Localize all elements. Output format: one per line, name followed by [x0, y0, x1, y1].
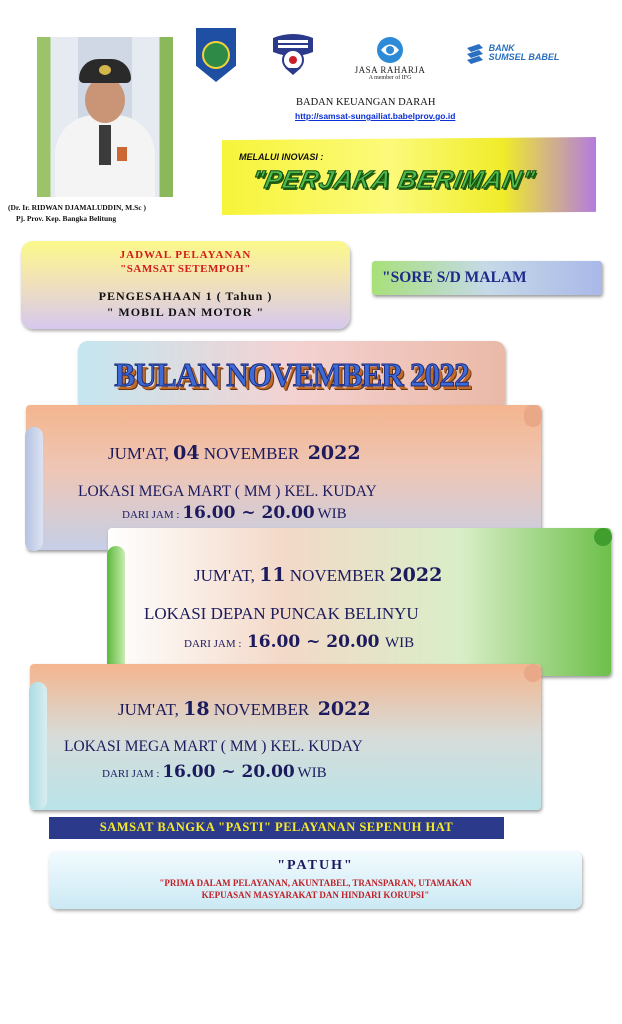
website-link[interactable]: http://samsat-sungailiat.babelprov.go.id — [295, 111, 456, 121]
scroll-curl-right — [524, 664, 542, 682]
jadwal-panel — [21, 241, 350, 329]
scroll-curl-left — [29, 682, 47, 810]
province-emblem-icon — [196, 28, 236, 82]
scroll-curl-left — [25, 427, 43, 551]
jadwal-line3: PENGESAHAAN 1 ( Tahun ) — [98, 289, 273, 303]
patuh-desc-line2: KEPUASAN MASYARAKAT DAN HINDARI KORUPSI" — [201, 890, 430, 900]
schedule-time-3: DARI JAM : 16.00 ~ 20.00 WIB — [102, 762, 327, 782]
portrait-caption-name: (Dr. Ir. RIDWAN DJAMALUDDIN, M.Sc ) — [8, 203, 146, 212]
scroll-curl-right — [524, 405, 542, 427]
schedule-location-3: LOKASI MEGA MART ( MM ) KEL. KUDAY — [64, 738, 363, 755]
patuh-desc-line1: "PRIMA DALAM PELAYANAN, AKUNTABEL, TRANSPARAN, UTAMAKAN — [159, 878, 472, 888]
schedule-date-1: JUM'AT, 04 NOVEMBER 2022 — [108, 442, 361, 464]
bank-line2: SUMSEL BABEL — [488, 52, 560, 62]
scroll-curl-right — [594, 528, 612, 546]
schedule-card-2 — [108, 528, 611, 676]
schedule-date-3: JUM'AT, 18 NOVEMBER 2022 — [118, 698, 371, 720]
samsat-emblem-icon — [268, 30, 318, 76]
jasa-raharja-member: A member of IFG — [368, 75, 412, 81]
jadwal-line1: JADWAL PELAYANAN — [119, 249, 252, 261]
inovasi-label: MELALUI INOVASI : — [239, 152, 324, 162]
bank-sumsel-babel-logo-icon — [460, 40, 564, 66]
scroll-curl-left — [107, 546, 125, 676]
schedule-location-1: LOKASI MEGA MART ( MM ) KEL. KUDAY — [78, 483, 377, 500]
sore-badge — [372, 261, 602, 295]
schedule-time-2: DARI JAM : 16.00 ~ 20.00 WIB — [184, 632, 415, 652]
patuh-panel — [49, 851, 582, 909]
schedule-date-2: JUM'AT, 11 NOVEMBER 2022 — [194, 564, 443, 586]
official-portrait — [37, 37, 173, 197]
pasti-text: SAMSAT BANGKA "PASTI" PELAYANAN SEPENUH HAT — [99, 820, 454, 834]
sore-text: "SORE S/D MALAM — [382, 269, 527, 286]
schedule-location-2: LOKASI DEPAN PUNCAK BELINYU — [144, 604, 419, 623]
inovasi-title: "PERJAKA BERIMAN" — [249, 166, 538, 194]
month-title: BULAN NOVEMBER 2022 — [114, 357, 469, 394]
patuh-title: "PATUH" — [277, 858, 354, 873]
schedule-time-1: DARI JAM : 16.00 ~ 20.00 WIB — [122, 503, 347, 523]
portrait-caption-title: Pj. Prov. Kep. Bangka Belitung — [16, 214, 117, 223]
jasa-raharja-name: JASA RAHARJA — [354, 65, 426, 75]
jadwal-line2: "SAMSAT SETEMPOH" — [120, 263, 251, 275]
jasa-raharja-logo-icon — [348, 33, 432, 83]
bank-line1: BANK — [488, 43, 515, 53]
month-banner — [78, 341, 505, 411]
jadwal-line4: " MOBIL DAN MOTOR " — [106, 305, 265, 319]
schedule-card-3 — [30, 664, 541, 810]
organization-name: BADAN KEUANGAN DARAH — [296, 97, 436, 108]
pasti-banner — [49, 817, 504, 839]
